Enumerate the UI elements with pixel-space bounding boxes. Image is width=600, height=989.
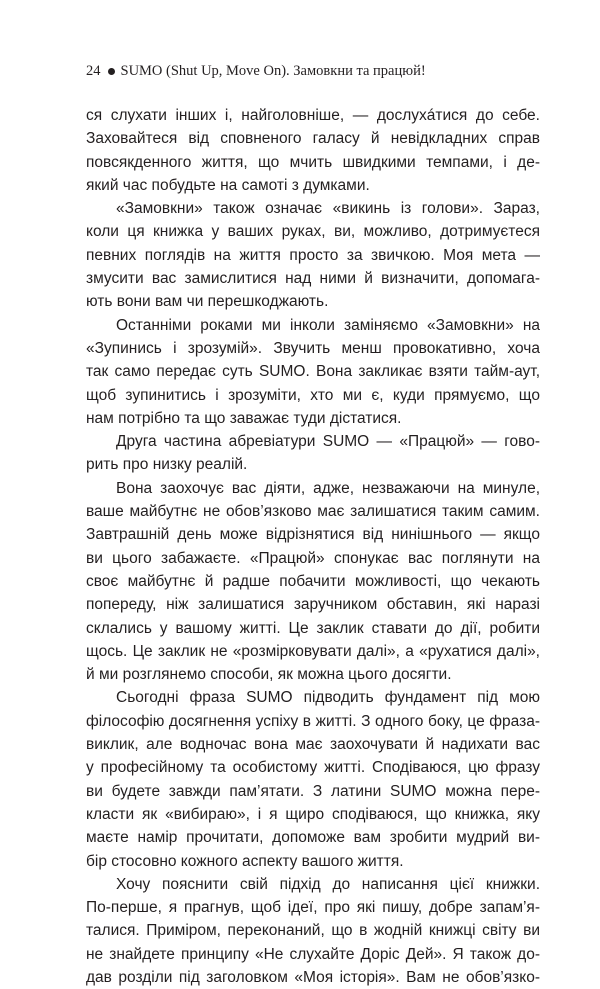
text-line: виклик, але водночас вона має заохочувати й надихати вас xyxy=(86,736,540,754)
text-line: щоб зупинитись і зрозуміти, хто ми є, куди прямуємо, що xyxy=(86,386,540,404)
text-line: так само передає суть SUMO. Вона закликає взяти тайм-аут, xyxy=(86,363,540,381)
text-line: бір стосовно кожного аспекту вашого життя. xyxy=(86,852,404,870)
text-line: Вона заохочує вас діяти, адже, незважаючи на минуле, xyxy=(116,479,540,497)
text-line: Заховайтеся від сповненого галасу й невідкладних справ xyxy=(86,130,540,148)
text-line: Останніми роками ми інколи заміняємо «Замовкни» на xyxy=(116,316,540,334)
text-line: ви будете завжди пам’ятати. З латини SUMO можна пере- xyxy=(86,782,540,800)
text-line: рить про низку реалій. xyxy=(86,456,248,474)
text-line: який час побудьте на самоті з думками. xyxy=(86,176,370,194)
page-number: 24 xyxy=(86,63,101,79)
text-line: Завтрашній день може відрізнятися від нинішнього — якщо xyxy=(86,526,540,544)
text-line: своє майбутнє й радше побачити можливості, що чекають xyxy=(86,572,540,590)
text-line: По-перше, я прагнув, щоб ідеї, про які пишу, добре запам’я- xyxy=(86,899,540,917)
text-line: класти як «вибираю», і я щиро сподіваюся, що книжка, яку xyxy=(86,805,540,823)
text-line: певних поглядів на життя просто за звичкою. Моя мета — xyxy=(86,246,540,264)
text-line: склались у вашому житті. Це заклик ставати до дії, робити xyxy=(86,619,540,637)
text-line: ся слухати інших і, найголовніше, — дослухáтися до себе. xyxy=(86,107,540,124)
text-line: коли ця книжка у ваших руках, ви, можливо, дотримуєтеся xyxy=(86,223,540,241)
text-line: щось. Це заклик не «розмірковувати далі», а «рухатися далі», xyxy=(86,642,540,660)
running-header xyxy=(86,62,546,80)
text-line: й ми розглянемо способи, як можна цього досягти. xyxy=(86,666,452,684)
text-line: ви цього забажаєте. «Працюй» спонукає вас поглянути на xyxy=(86,549,540,567)
text-line: ваше майбутнє не обов’язково має залишатися таким самим. xyxy=(86,503,540,521)
text-line: повсякденного життя, що мчить швидкими темпами, і де- xyxy=(86,153,540,171)
body-text xyxy=(86,104,540,989)
text-line: Сьогодні фраза SUMO підводить фундамент під мою xyxy=(116,689,540,707)
text-line: маєте намір прочитати, допоможе вам зробити мудрий ви- xyxy=(86,829,540,847)
text-line: нам потрібно та що заважає туди дістатися. xyxy=(86,409,402,427)
text-line: Друга частина абревіатури SUMO — «Працюй» — гово- xyxy=(116,433,540,451)
text-line: талися. Приміром, переконаний, що в жодній книжці світу ви xyxy=(86,922,540,940)
text-line: змусити вас замислитися над ними й визначити, допомага- xyxy=(86,270,540,288)
text-line: «Зупинись і зрозумій». Звучить менш провокативно, хоча xyxy=(86,339,540,357)
text-line: не знайдете принципу «Не слухайте Доріс Дей». Я також до- xyxy=(86,945,540,963)
bullet-icon xyxy=(108,68,115,75)
text-line: дав розділи під заголовком «Моя історія». Вам не обов’язко- xyxy=(86,968,540,986)
book-title: SUMO (Shut Up, Move On). Замовкни та працюй! xyxy=(120,63,426,79)
text-line: «Замовкни» також означає «викинь із голови». Зараз, xyxy=(116,200,540,218)
text-line: Хочу пояснити свій підхід до написання цієї книжки. xyxy=(116,875,540,893)
text-line: філософію досягнення успіху в житті. З одного боку, це фраза- xyxy=(86,712,540,730)
text-line: ють вони вам чи перешкоджають. xyxy=(86,293,329,311)
text-line: у професійному та особистому житті. Сподіваюся, цю фразу xyxy=(86,759,540,777)
text-line: попереду, ніж залишатися заручником обставин, які наразі xyxy=(86,596,540,614)
